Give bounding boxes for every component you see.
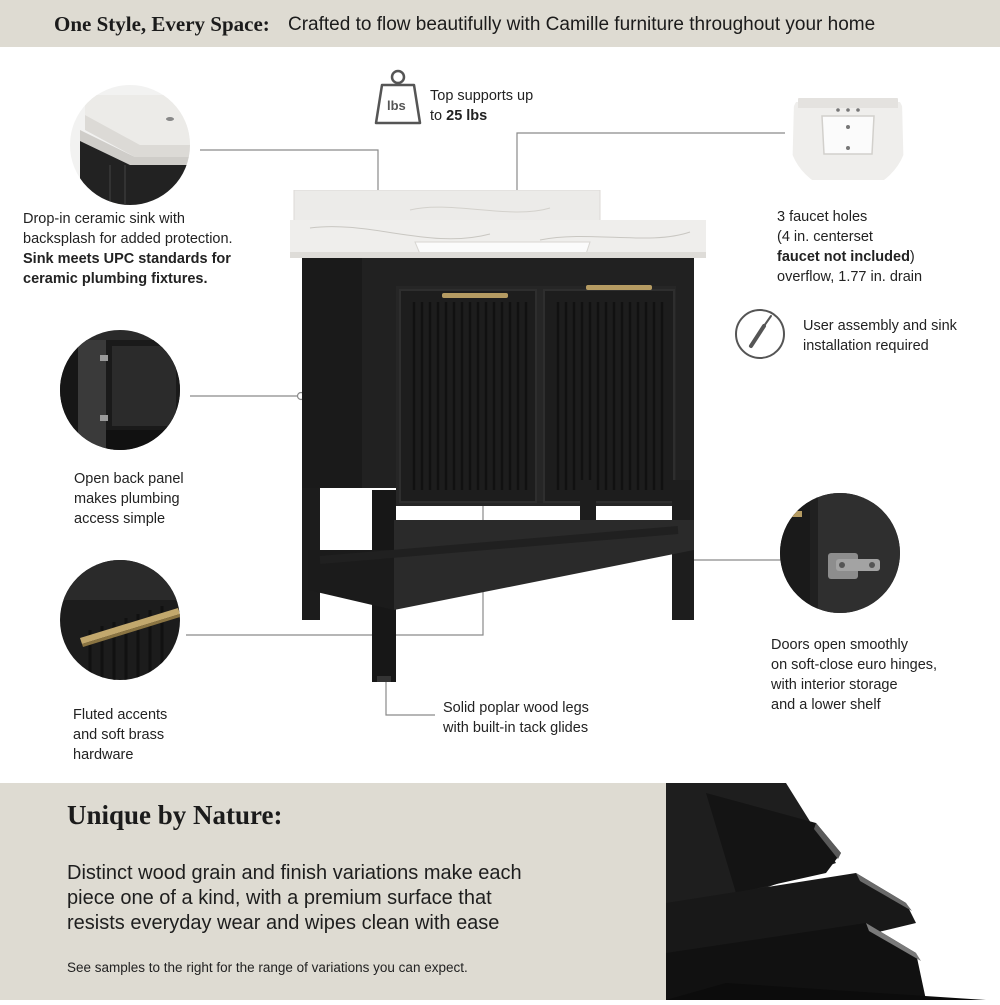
fluted-line-2: and soft brass — [73, 727, 165, 743]
unique-para-line-2: piece one of a kind, with a premium surface that — [67, 887, 492, 909]
legs-text — [443, 698, 589, 738]
banner-title: One Style, Every Space: — [54, 12, 270, 36]
screwdriver-icon — [734, 308, 786, 360]
sink-bold-1: Sink meets UPC standards for — [23, 251, 231, 267]
samples-note: See samples to the right for the range of variations you can expect. — [67, 960, 468, 975]
faucet-line-1: 3 faucet holes — [777, 209, 868, 225]
legs-line-2: with built-in tack glides — [443, 720, 589, 736]
fluted-text — [73, 705, 167, 765]
assembly-line-1: User assembly and sink — [803, 318, 957, 334]
fluted-hardware-image — [60, 560, 180, 680]
weight-line-2: to 25 lbs — [430, 108, 488, 124]
sink-line-1: Drop-in ceramic sink with — [23, 211, 185, 227]
weight-text — [430, 86, 533, 126]
weight-value: 25 lbs — [446, 108, 488, 124]
hinge-line-1: Doors open smoothly — [771, 637, 909, 653]
faucet-line-2: (4 in. centerset — [777, 229, 873, 245]
hinge-line-4: and a lower shelf — [771, 697, 881, 713]
back-panel-image — [60, 330, 180, 450]
legs-line-1: Solid poplar wood legs — [443, 700, 589, 716]
unique-paragraph — [67, 861, 522, 936]
back-panel-line-1: Open back panel — [74, 471, 184, 487]
unique-by-nature-section — [0, 783, 666, 1000]
faucet-text: 3 faucet holes (4 in. centerset faucet not included) overflow, 1.77 in. drain — [777, 209, 923, 285]
unique-para-line-1: Distinct wood grain and finish variations make each — [67, 862, 522, 884]
sink-line-2: backsplash for added protection. — [23, 231, 233, 247]
sink-detail-image — [70, 85, 190, 205]
back-panel-line-3: access simple — [74, 511, 166, 527]
fluted-line-3: hardware — [73, 747, 134, 763]
weight-icon-label: lbs — [387, 98, 406, 113]
assembly-line-2: installation required — [803, 338, 929, 354]
back-panel-text — [74, 469, 184, 529]
assembly-text — [803, 316, 957, 356]
sink-top-image — [788, 72, 908, 192]
hinge-image — [780, 493, 900, 613]
finish-samples-image — [666, 783, 1000, 1000]
faucet-line-4: overflow, 1.77 in. drain — [777, 269, 923, 285]
unique-para-line-3: resists everyday wear and wipes clean with ease — [67, 912, 500, 934]
hinge-text — [771, 635, 937, 715]
vanity-illustration — [290, 190, 710, 690]
fluted-line-1: Fluted accents — [73, 707, 168, 723]
back-panel-line-2: makes plumbing — [74, 491, 180, 507]
weight-line-1: Top supports up — [430, 88, 534, 104]
sink-text — [23, 209, 233, 289]
unique-heading: Unique by Nature: — [67, 800, 283, 830]
banner-subtitle: Crafted to flow beautifully with Camille furniture throughout your home — [288, 14, 876, 35]
hinge-line-3: with interior storage — [771, 677, 898, 693]
sink-bold-2: ceramic plumbing fixtures. — [23, 271, 208, 287]
faucet-bold: faucet not included — [777, 249, 910, 265]
hinge-line-2: on soft-close euro hinges, — [771, 657, 938, 673]
